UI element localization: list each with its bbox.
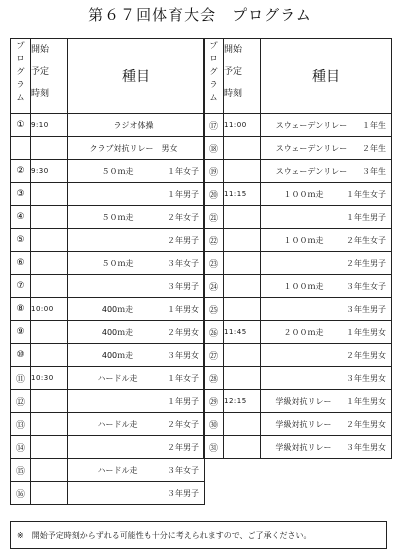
start-time [31,436,68,459]
event-name: １００ｍ走 [283,235,324,245]
event-grade: １年生男子 [346,212,386,222]
event-cell [68,298,205,321]
event-grade: １年生女子 [346,189,386,199]
event-grade: ２年生女子 [346,235,386,245]
start-time: 10:30 [31,367,68,390]
program-row [11,482,205,505]
page-title: 第６７回体育大会 プログラム [88,6,312,24]
event-cell [261,413,392,436]
event-name: １００ｍ走 [283,189,324,199]
event-name: ５０ｍ走 [101,166,134,176]
event-name: １００ｍ走 [283,281,324,291]
program-number: ㉙ [204,390,224,413]
start-time-header: 開始 予定 時刻 [31,39,68,114]
program-number [11,137,31,160]
start-time [31,390,68,413]
start-time: 10:00 [31,298,68,321]
program-row [204,344,392,367]
program-row [204,436,392,459]
program-row [204,252,392,275]
program-row [204,160,392,183]
event-cell [261,321,392,344]
event-grade: ３年生男女 [346,442,386,452]
event-cell [68,183,205,206]
event-cell [261,390,392,413]
program-row [204,206,392,229]
event-grade: １年男子 [167,396,199,406]
start-time [224,413,261,436]
event-cell [261,275,392,298]
event-name: 学級対抗リレー [275,442,332,452]
event-cell [68,114,205,137]
program-row [204,298,392,321]
event-cell [68,229,205,252]
start-time-header: 開始 予定 時刻 [224,39,261,114]
start-time [224,344,261,367]
event-cell [261,344,392,367]
program-row [11,298,205,321]
start-time [31,183,68,206]
program-row [11,459,205,482]
start-time [31,321,68,344]
program-row [11,183,205,206]
start-time [31,344,68,367]
program-number: ⑳ [204,183,224,206]
program-number: ⑩ [11,344,31,367]
event-header: 種目 [261,39,392,114]
program-number: ⑥ [11,252,31,275]
start-time: 11:00 [224,114,261,137]
program-row [11,321,205,344]
start-time [224,252,261,275]
program-number: ⑭ [11,436,31,459]
program-row [11,114,205,137]
event-name: ラジオ体操 [113,120,154,130]
start-time [31,482,68,505]
program-number: ② [11,160,31,183]
program-header: プ ロ グ ラ ム [11,39,31,114]
program-row [204,367,392,390]
event-cell [68,459,205,482]
start-time [224,275,261,298]
program-number: ④ [11,206,31,229]
start-time [31,206,68,229]
event-grade: ２年女子 [167,212,199,222]
event-name: 400ｍ走 [101,327,134,337]
start-time [31,459,68,482]
event-cell [261,206,392,229]
program-number: ⑪ [11,367,31,390]
event-cell [261,183,392,206]
event-grade: ２年女子 [167,419,199,429]
event-grade: ３年生男子 [346,304,386,314]
event-grade: ２年男女 [167,327,199,337]
program-number: ㉖ [204,321,224,344]
start-time: 11:45 [224,321,261,344]
event-grade: ３年生女子 [346,281,386,291]
event-cell [261,114,392,137]
event-name: ハードル走 [97,419,138,429]
program-number: ⑮ [11,459,31,482]
program-row [11,436,205,459]
event-cell [261,229,392,252]
event-name: ２００ｍ走 [283,327,324,337]
start-time: 12:15 [224,390,261,413]
start-time: 9:10 [31,114,68,137]
start-time [224,436,261,459]
program-row [11,390,205,413]
program-number: ⑤ [11,229,31,252]
event-name: クラブ対抗リレー 男女 [89,143,178,153]
program-table-left [10,38,205,505]
event-name: 400ｍ走 [101,350,134,360]
event-grade: ３年男子 [167,488,199,498]
start-time [31,413,68,436]
program-number: ⑲ [204,160,224,183]
program-row [11,275,205,298]
program-row [11,413,205,436]
event-name: スウェーデンリレー [275,166,348,176]
start-time [224,367,261,390]
event-grade: ２年生 [362,143,386,153]
program-row [204,390,392,413]
event-grade: ３年生男女 [346,373,386,383]
event-grade: ２年生男女 [346,419,386,429]
event-grade: ２年男子 [167,235,199,245]
program-number: ⑫ [11,390,31,413]
event-grade: １年生男女 [346,327,386,337]
program-number: ㉔ [204,275,224,298]
event-cell [68,413,205,436]
event-name: ５０ｍ走 [101,258,134,268]
program-number: ㉘ [204,367,224,390]
program-number: ⑨ [11,321,31,344]
event-grade: １年女子 [167,166,199,176]
event-grade: ２年男子 [167,442,199,452]
event-header: 種目 [68,39,205,114]
event-name: スウェーデンリレー [275,120,348,130]
program-header: プ ロ グ ラ ム [204,39,224,114]
event-cell [68,390,205,413]
program-row [11,160,205,183]
program-number: ㉚ [204,413,224,436]
event-grade: ３年女子 [167,258,199,268]
event-cell [68,321,205,344]
program-row [11,252,205,275]
program-row [204,183,392,206]
program-number: ⑰ [204,114,224,137]
program-row [204,137,392,160]
program-number: ① [11,114,31,137]
event-grade: １年男女 [167,304,199,314]
event-grade: ３年男女 [167,350,199,360]
program-row [204,413,392,436]
event-grade: ２年生男子 [346,258,386,268]
start-time [224,160,261,183]
event-cell [261,367,392,390]
program-number: ㉕ [204,298,224,321]
program-row [11,229,205,252]
program-row [11,206,205,229]
event-cell [68,252,205,275]
start-time: 9:30 [31,160,68,183]
program-row [11,367,205,390]
start-time [224,206,261,229]
event-grade: ２年生男女 [346,350,386,360]
event-name: スウェーデンリレー [275,143,348,153]
start-time [31,229,68,252]
event-name: 学級対抗リレー [275,419,332,429]
start-time [31,137,68,160]
event-name: ハードル走 [97,373,138,383]
event-cell [261,252,392,275]
event-grade: １年男子 [167,189,199,199]
event-cell [68,367,205,390]
event-cell [68,137,205,160]
program-number: ⑧ [11,298,31,321]
event-grade: ３年男子 [167,281,199,291]
event-cell [68,436,205,459]
start-time [224,229,261,252]
event-cell [68,206,205,229]
event-cell [261,436,392,459]
program-number: ⑱ [204,137,224,160]
program-number: ㉗ [204,344,224,367]
start-time [31,252,68,275]
event-grade: １年生男女 [346,396,386,406]
event-cell [261,298,392,321]
event-name: ５０ｍ走 [101,212,134,222]
program-number: ㉛ [204,436,224,459]
footer-note: ※ 開始予定時刻からずれる可能性も十分に考えられますので、ご了承ください。 [10,521,387,549]
program-number: ⑯ [11,482,31,505]
start-time [224,298,261,321]
program-number: ㉒ [204,229,224,252]
start-time [31,275,68,298]
event-name: 400ｍ走 [101,304,134,314]
program-row [11,137,205,160]
program-number: ⑬ [11,413,31,436]
event-cell [68,344,205,367]
program-number: ㉑ [204,206,224,229]
event-cell [261,160,392,183]
event-grade: ３年女子 [167,465,199,475]
program-row [204,275,392,298]
event-name: 学級対抗リレー [275,396,332,406]
program-row [204,114,392,137]
program-table-right [203,38,392,459]
program-number: ⑦ [11,275,31,298]
program-number: ㉓ [204,252,224,275]
program-row [204,321,392,344]
start-time [224,137,261,160]
event-grade: １年生 [362,120,386,130]
event-cell [261,137,392,160]
event-name: ハードル走 [97,465,138,475]
program-number: ③ [11,183,31,206]
event-grade: １年女子 [167,373,199,383]
event-cell [68,482,205,505]
event-cell [68,275,205,298]
event-grade: ３年生 [362,166,386,176]
event-cell [68,160,205,183]
program-row [204,229,392,252]
start-time: 11:15 [224,183,261,206]
program-row [11,344,205,367]
